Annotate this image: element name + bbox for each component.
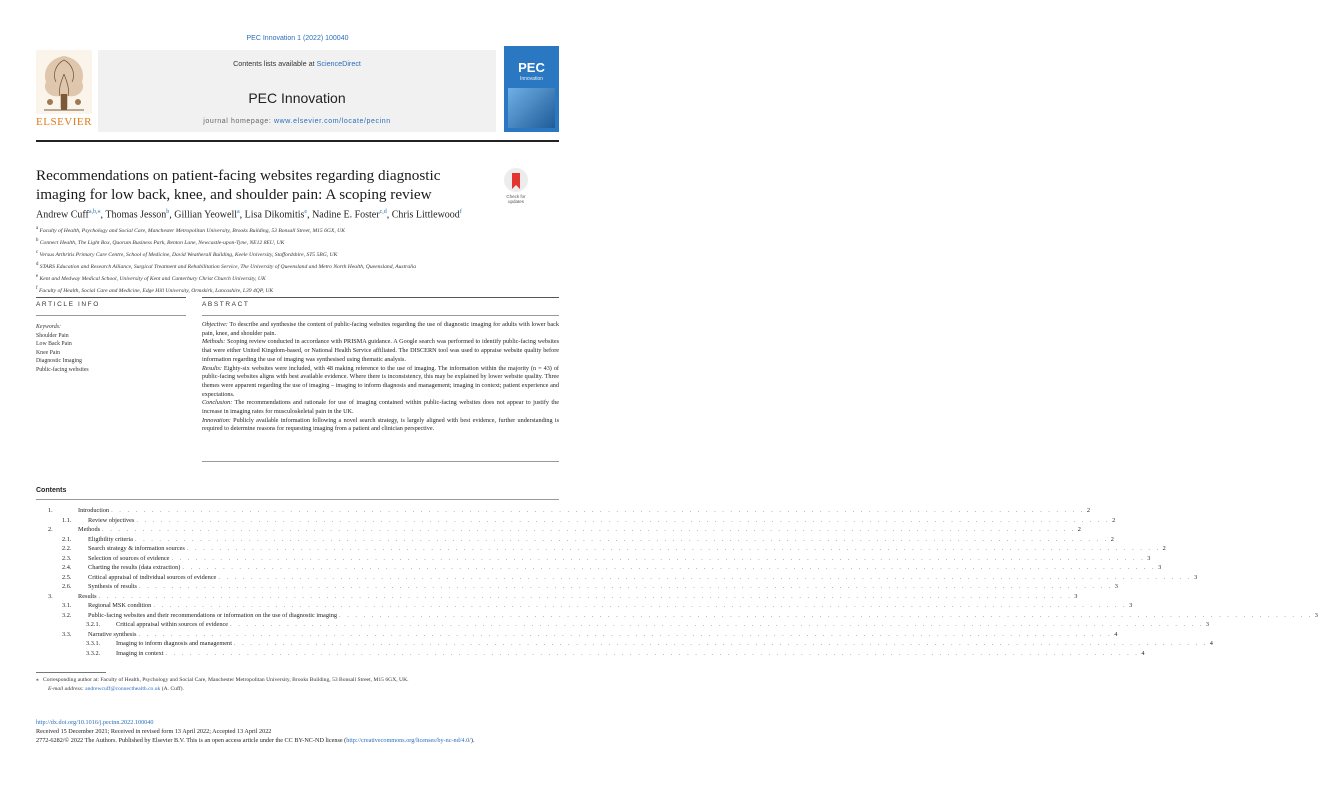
toc-leader-dots: . . . . . . . . . . . . . . . . . . . . . . . . . . . . . . . . . . . . . . . . . . . . . . . . . . . . . . . . . . . . . . . . . . . . . . . . . . . . . . . . . . . . . . . . . . . . . . . . . . . . . . . . . . . . . . . . . . . . . . . . <box>230 621 1204 628</box>
toc-label[interactable]: Search strategy & information sources <box>88 545 185 552</box>
affiliation-marker: b <box>36 238 39 244</box>
affiliation-text: STARS Education and Research Alliance, Surgical Treatment and Rehabilitation Service, The University of Queensland and Metro North Health, Queensland, Australia <box>38 264 417 271</box>
toc-leader-dots: . . . . . . . . . . . . . . . . . . . . . . . . . . . . . . . . . . . . . . . . . . . . . . . . . . . . . . . . . . . . . . . . . . . . . . . . . . . . . . . . . . . . . . . . . . . . . . . . . . . . . . . . . . . . . . . . . . . . . . . . <box>165 649 1140 657</box>
contents-rule <box>36 499 559 500</box>
author-list: Andrew Cuff$^{a,b,⁎}$, Thomas Jesson$^b$, Gillian Yeowell$^a$, Lisa Dikomitis$^e$, Nadine E. Foster$^{c,d}$, Chris Littlewood$^f$ <box>36 209 462 221</box>
author-email-link[interactable]: andrewcuff@connecthealth.co.uk <box>85 686 161 692</box>
received-dates: Received 15 December 2021; Received in revised form 13 April 2022; Accepted 13 April 2022 <box>36 728 272 736</box>
toc-leader-dots: . . . . . . . . . . . . . . . . . . . . . . . . . . . . . . . . . . . . . . . . . . . . . . . . . . . . . . . . . . . . . . . . . . . . . . . . . . . . . . . . . . . . . . . . . . . . . . . . . . . . . . . . . . . . . . . . . . . . . . . . <box>171 554 1146 562</box>
toc-leader-dots: . . . . . . . . . . . . . . . . . . . . . . . . . . . . . . . . . . . . . . . . . . . . . . . . . . . . . . . . . . . . . . . . . . . . . . . . . . . . . . . . . . . . . . . . . . . . . . . . . . . . . . . . . . . . . . . . . . . . . . . . <box>111 507 1085 514</box>
author-name[interactable]: Gillian Yeowell <box>174 209 237 221</box>
author-name[interactable]: Lisa Dikomitis <box>244 209 305 221</box>
toc-page-number: 3 <box>1194 573 1198 581</box>
affiliation-text: Kent and Medway Medical School, University of Kent and Canterbury Christ Church University, UK <box>38 276 266 283</box>
keywords-title: Keywords: <box>36 324 61 330</box>
toc-page-number: 4 <box>1114 630 1118 638</box>
article-info-heading: ARTICLE INFO <box>36 301 100 308</box>
author-name[interactable]: Andrew Cuff <box>36 209 89 221</box>
toc-row[interactable] <box>36 545 1166 554</box>
toc-number: 3.3.2. <box>86 649 101 657</box>
toc-label[interactable]: Narrative synthesis <box>88 630 137 638</box>
check-for-updates-badge[interactable] <box>500 168 532 208</box>
abstract-methods: Methods: Scoping review conducted in accordance with PRISMA guidance. A Google search was performed to identify public-facing websites that were either United Kingdom-based, or National Health Service affiliated. The DISCERN tool was used to appraise website quality before information regarding the use of imaging was synthesised using thematic analysis. <box>202 338 559 363</box>
toc-number: 1. <box>48 507 53 514</box>
toc-number: 2. <box>48 526 53 533</box>
footnote-line: ⁎ Corresponding author at: Faculty of Health, Psychology and Social Care, Manchester Metropolitan University, Brooks Building, 53 Bonsall Street, M15 6GX, UK. <box>36 677 409 683</box>
toc-leader-dots: . . . . . . . . . . . . . . . . . . . . . . . . . . . . . . . . . . . . . . . . . . . . . . . . . . . . . . . . . . . . . . . . . . . . . . . . . . . . . . . . . . . . . . . . . . . . . . . . . . . . . . . . . . . . . . . . . . . . . . . . <box>136 516 1111 524</box>
toc-page-number: 3 <box>1147 554 1151 562</box>
journal-banner <box>98 50 496 132</box>
journal-homepage-line: journal homepage: www.elsevier.com/locate/pecinn <box>203 118 391 125</box>
doi-link[interactable]: http://dx.doi.org/10.1016/j.pecinn.2022.100040 <box>36 719 154 726</box>
toc-row[interactable] <box>36 535 1114 545</box>
elsevier-tree-icon <box>36 50 92 114</box>
contents-available-line: Contents lists available at ScienceDirect <box>233 59 361 68</box>
toc-leader-dots: . . . . . . . . . . . . . . . . . . . . . . . . . . . . . . . . . . . . . . . . . . . . . . . . . . . . . . . . . . . . . . . . . . . . . . . . . . . . . . . . . . . . . . . . . . . . . . . . . . . . . . . . . . . . . . . . . . . . . . . . <box>218 573 1193 581</box>
doi-block <box>36 718 559 746</box>
affiliation-text: Connect Health, The Light Box, Quorum Business Park, Benton Lane, Newcastle-upon-Tyne, NE12 8EU, UK <box>38 239 285 246</box>
toc-page-number: 4 <box>1141 649 1145 657</box>
affiliation-item <box>36 272 559 284</box>
abstract-bottom-rule <box>202 461 559 462</box>
cover-artwork <box>508 88 555 128</box>
abstract-results: Results: Eighty-six websites were included, with 48 making reference to the use of imaging. The information within the majority (n = 43) of public-facing websites aligns with best available evidence. Where there is inconsistency, this may be explained by lower website quality. Three themes were apparent regarding the use of imaging – imaging to inform diagnosis and management; imaging in context; patient experience and expectations. <box>202 364 559 398</box>
toc-row[interactable] <box>36 611 1318 621</box>
abstract-innovation: Innovation: Publicly available information following a novel search strategy, is largely aligned with best evidence, further understanding is required to determine reasons for requesting imaging from a patient and clinician perspective. <box>202 416 559 433</box>
toc-row[interactable] <box>36 526 1081 535</box>
author-affiliation-marker[interactable]: e <box>304 209 308 215</box>
affiliation-marker: d <box>36 262 39 268</box>
toc-leader-dots: . . . . . . . . . . . . . . . . . . . . . . . . . . . . . . . . . . . . . . . . . . . . . . . . . . . . . . . . . . . . . . . . . . . . . . . . . . . . . . . . . . . . . . . . . . . . . . . . . . . . . . . . . . . . . . . . . . . . . . . . <box>233 640 1208 647</box>
corresponding-author-footnote <box>36 676 559 694</box>
abstract-rule <box>202 297 559 298</box>
toc-label[interactable]: Public-facing websites and their recommendations or information on the use of diagnostic imaging <box>88 611 338 619</box>
toc-label[interactable]: Critical appraisal of individual sources of evidence <box>88 573 217 581</box>
affiliation-text: Faculty of Health, Psychology and Social Care, Manchester Metropolitan University, Brooks Building, 53 Bonsall Street, M15 6GX, UK <box>38 227 345 234</box>
toc-label[interactable]: Results <box>78 592 97 600</box>
abstract-body <box>202 321 559 434</box>
toc-number: 2.4. <box>62 564 72 571</box>
journal-homepage-link[interactable]: www.elsevier.com/locate/pecinn <box>273 118 391 125</box>
affiliation-marker: c <box>36 250 39 256</box>
toc-number: 1.1. <box>62 516 72 524</box>
toc-row[interactable] <box>36 554 1151 564</box>
abstract-conclusion: Conclusion: The recommendations and rationale for use of imaging contained within public-facing websites does not appear to justify the increase in imaging rates for musculoskeletal pain in the UK. <box>202 399 559 416</box>
toc-row[interactable] <box>36 507 1091 516</box>
check-for-updates-label: Check for updates <box>506 194 526 204</box>
toc-leader-dots: . . . . . . . . . . . . . . . . . . . . . . . . . . . . . . . . . . . . . . . . . . . . . . . . . . . . . . . . . . . . . . . . . . . . . . . . . . . . . . . . . . . . . . . . . . . . . . . . . . . . . . . . . . . . . . . . . . . . . . . . <box>153 602 1128 609</box>
toc-label[interactable]: Charting the results (data extraction) <box>88 564 181 571</box>
toc-leader-dots: . . . . . . . . . . . . . . . . . . . . . . . . . . . . . . . . . . . . . . . . . . . . . . . . . . . . . . . . . . . . . . . . . . . . . . . . . . . . . . . . . . . . . . . . . . . . . . . . . . . . . . . . . . . . . . . . . . . . . . . . <box>182 564 1157 571</box>
toc-number: 3.2. <box>62 611 72 619</box>
contents-heading: Contents <box>36 487 67 494</box>
toc-number: 3.2.1. <box>86 621 101 628</box>
toc-leader-dots: . . . . . . . . . . . . . . . . . . . . . . . . . . . . . . . . . . . . . . . . . . . . . . . . . . . . . . . . . . . . . . . . . . . . . . . . . . . . . . . . . . . . . . . . . . . . . . . . . . . . . . . . . . . . . . . . . . . . . . . . <box>138 583 1113 590</box>
author-affiliation-marker[interactable]: a <box>237 209 240 215</box>
toc-row[interactable] <box>36 649 1145 659</box>
affiliation-item <box>36 284 559 296</box>
keywords-block <box>36 323 186 375</box>
toc-label[interactable]: Methods <box>78 526 101 533</box>
abstract-heading: ABSTRACT <box>202 301 250 308</box>
footnote-email-line: E-mail address: andrewcuff@connecthealth.co.uk (A. Cuff). <box>48 686 184 692</box>
toc-label[interactable]: Regional MSK condition <box>88 602 152 609</box>
abstract-subrule <box>202 315 559 316</box>
sciencedirect-link[interactable]: ScienceDirect <box>316 59 361 68</box>
affiliation-item <box>36 248 559 260</box>
author-name[interactable]: Nadine E. Foster <box>312 209 380 221</box>
toc-page-number: 4 <box>1209 640 1213 647</box>
footnote-rule <box>36 672 106 673</box>
toc-page-number: 3 <box>1129 602 1133 609</box>
toc-leader-dots: . . . . . . . . . . . . . . . . . . . . . . . . . . . . . . . . . . . . . . . . . . . . . . . . . . . . . . . . . . . . . . . . . . . . . . . . . . . . . . . . . . . . . . . . . . . . . . . . . . . . . . . . . . . . . . . . . . . . . . . . <box>186 545 1161 552</box>
affiliation-item <box>36 236 559 248</box>
keyword-item: Public-facing websites <box>36 366 89 373</box>
keyword-item: Low Back Pain <box>36 341 72 348</box>
toc-page-number: 2 <box>1077 526 1081 533</box>
affiliation-item <box>36 260 559 272</box>
masthead-divider <box>36 140 559 142</box>
toc-page-number: 2 <box>1162 545 1166 552</box>
toc-page-number: 3 <box>1205 621 1209 628</box>
toc-label[interactable]: Imaging in context <box>116 649 164 657</box>
toc-label[interactable]: Review objectives <box>88 516 135 524</box>
toc-leader-dots: . . . . . . . . . . . . . . . . . . . . . . . . . . . . . . . . . . . . . . . . . . . . . . . . . . . . . . . . . . . . . . . . . . . . . . . . . . . . . . . . . . . . . . . . . . . . . . . . . . . . . . . . . . . . . . . . . . . . . . . . <box>339 611 1313 619</box>
publisher-logo <box>36 50 92 134</box>
toc-number: 2.1. <box>62 535 72 543</box>
toc-leader-dots: . . . . . . . . . . . . . . . . . . . . . . . . . . . . . . . . . . . . . . . . . . . . . . . . . . . . . . . . . . . . . . . . . . . . . . . . . . . . . . . . . . . . . . . . . . . . . . . . . . . . . . . . . . . . . . . . . . . . . . . . <box>102 526 1076 533</box>
toc-row[interactable] <box>36 573 1198 583</box>
toc-label[interactable]: Critical appraisal within sources of evidence <box>116 621 229 628</box>
publisher-name: ELSEVIER <box>36 116 92 128</box>
journal-citation-header[interactable]: PEC Innovation 1 (2022) 100040 <box>246 35 349 42</box>
keyword-item: Knee Pain <box>36 349 60 356</box>
toc-page-number: 3 <box>1158 564 1162 571</box>
journal-title: PEC Innovation <box>248 90 346 106</box>
author-affiliation-marker[interactable]: b <box>166 209 170 215</box>
article-title: Recommendations on patient-facing websites regarding diagnostic imaging for low back, knee, and shoulder pain: A scoping review <box>36 167 441 203</box>
author-name[interactable]: Chris Littlewood <box>391 209 460 221</box>
toc-row[interactable] <box>36 592 1078 602</box>
toc-row[interactable] <box>36 516 1116 526</box>
toc-page-number: 3 <box>1314 611 1318 619</box>
toc-page-number: 2 <box>1110 535 1114 543</box>
toc-number: 2.2. <box>62 545 72 552</box>
toc-number: 2.5. <box>62 573 72 581</box>
toc-page-number: 3 <box>1114 583 1118 590</box>
toc-leader-dots: . . . . . . . . . . . . . . . . . . . . . . . . . . . . . . . . . . . . . . . . . . . . . . . . . . . . . . . . . . . . . . . . . . . . . . . . . . . . . . . . . . . . . . . . . . . . . . . . . . . . . . . . . . . . . . . . . . . . . . . . <box>138 630 1113 638</box>
license-statement: 2772-6282/© 2022 The Authors. Published by Elsevier B.V. This is an open access article under the CC BY-NC-ND license (http://creativecommons.org/licenses/by-nc-nd/4.0/). <box>36 737 475 745</box>
keyword-item: Shoulder Pain <box>36 332 69 339</box>
affiliation-text: Versus Arthritis Primary Care Centre, School of Medicine, David Weatherall Building, Keele University, Staffordshire, ST5 5BG, UK <box>38 251 338 258</box>
cover-title: PEC <box>518 60 545 75</box>
toc-label[interactable]: Selection of sources of evidence <box>88 554 170 562</box>
author-name[interactable]: Thomas Jesson <box>105 209 167 221</box>
author-affiliation-marker[interactable]: c,d <box>379 209 387 215</box>
toc-leader-dots: . . . . . . . . . . . . . . . . . . . . . . . . . . . . . . . . . . . . . . . . . . . . . . . . . . . . . . . . . . . . . . . . . . . . . . . . . . . . . . . . . . . . . . . . . . . . . . . . . . . . . . . . . . . . . . . . . . . . . . . . <box>134 535 1109 543</box>
license-link[interactable]: http://creativecommons.org/licenses/by-nc-nd/4.0/ <box>346 737 471 745</box>
toc-row[interactable] <box>36 621 1209 630</box>
toc-page-number: 2 <box>1112 516 1116 524</box>
affiliation-text: Faculty of Health, Social Care and Medicine, Edge Hill University, Ormskirk, Lancashire, L39 4QP, UK <box>37 288 274 295</box>
bookmark-icon <box>504 168 528 192</box>
toc-number: 2.3. <box>62 554 72 562</box>
toc-number: 3.3. <box>62 630 72 638</box>
toc-row[interactable] <box>36 630 1118 640</box>
affiliation-marker: a <box>36 226 39 231</box>
toc-label[interactable]: Introduction <box>78 507 110 514</box>
keyword-item: Diagnostic Imaging <box>36 358 82 365</box>
journal-cover-thumbnail <box>504 46 559 132</box>
toc-row[interactable] <box>36 602 1133 611</box>
keywords-list <box>36 332 186 375</box>
article-info-subrule <box>36 315 186 316</box>
affiliation-marker: f <box>36 286 38 292</box>
toc-label[interactable]: Synthesis of results <box>88 583 137 590</box>
toc-number: 3.3.1. <box>86 640 101 647</box>
journal-masthead <box>36 46 559 134</box>
author-affiliation-marker[interactable]: f <box>459 209 462 215</box>
toc-number: 3.1. <box>62 602 72 609</box>
toc-row[interactable] <box>36 564 1162 573</box>
toc-number: 2.6. <box>62 583 72 590</box>
toc-label[interactable]: Eligibility criteria <box>88 535 133 543</box>
abstract-objective: Objective: To describe and synthesise the content of public-facing websites regarding the use of diagnostic imaging for adults with lower back pain, knee, and shoulder pain. <box>202 321 559 337</box>
affiliation-marker: e <box>36 274 39 280</box>
toc-leader-dots: . . . . . . . . . . . . . . . . . . . . . . . . . . . . . . . . . . . . . . . . . . . . . . . . . . . . . . . . . . . . . . . . . . . . . . . . . . . . . . . . . . . . . . . . . . . . . . . . . . . . . . . . . . . . . . . . . . . . . . . . <box>98 592 1073 600</box>
author-affiliation-marker[interactable]: a,b,⁎ <box>88 209 101 215</box>
article-info-rule <box>36 297 186 298</box>
toc-row[interactable] <box>36 583 1118 592</box>
toc-row[interactable] <box>36 640 1213 649</box>
toc-number: 3. <box>48 592 53 600</box>
affiliation-list <box>36 224 559 296</box>
toc-label[interactable]: Imaging to inform diagnosis and management <box>116 640 232 647</box>
toc-page-number: 3 <box>1074 592 1078 600</box>
affiliation-item <box>36 224 559 236</box>
cover-subtitle: Innovation <box>519 76 544 82</box>
toc-page-number: 2 <box>1086 507 1091 514</box>
